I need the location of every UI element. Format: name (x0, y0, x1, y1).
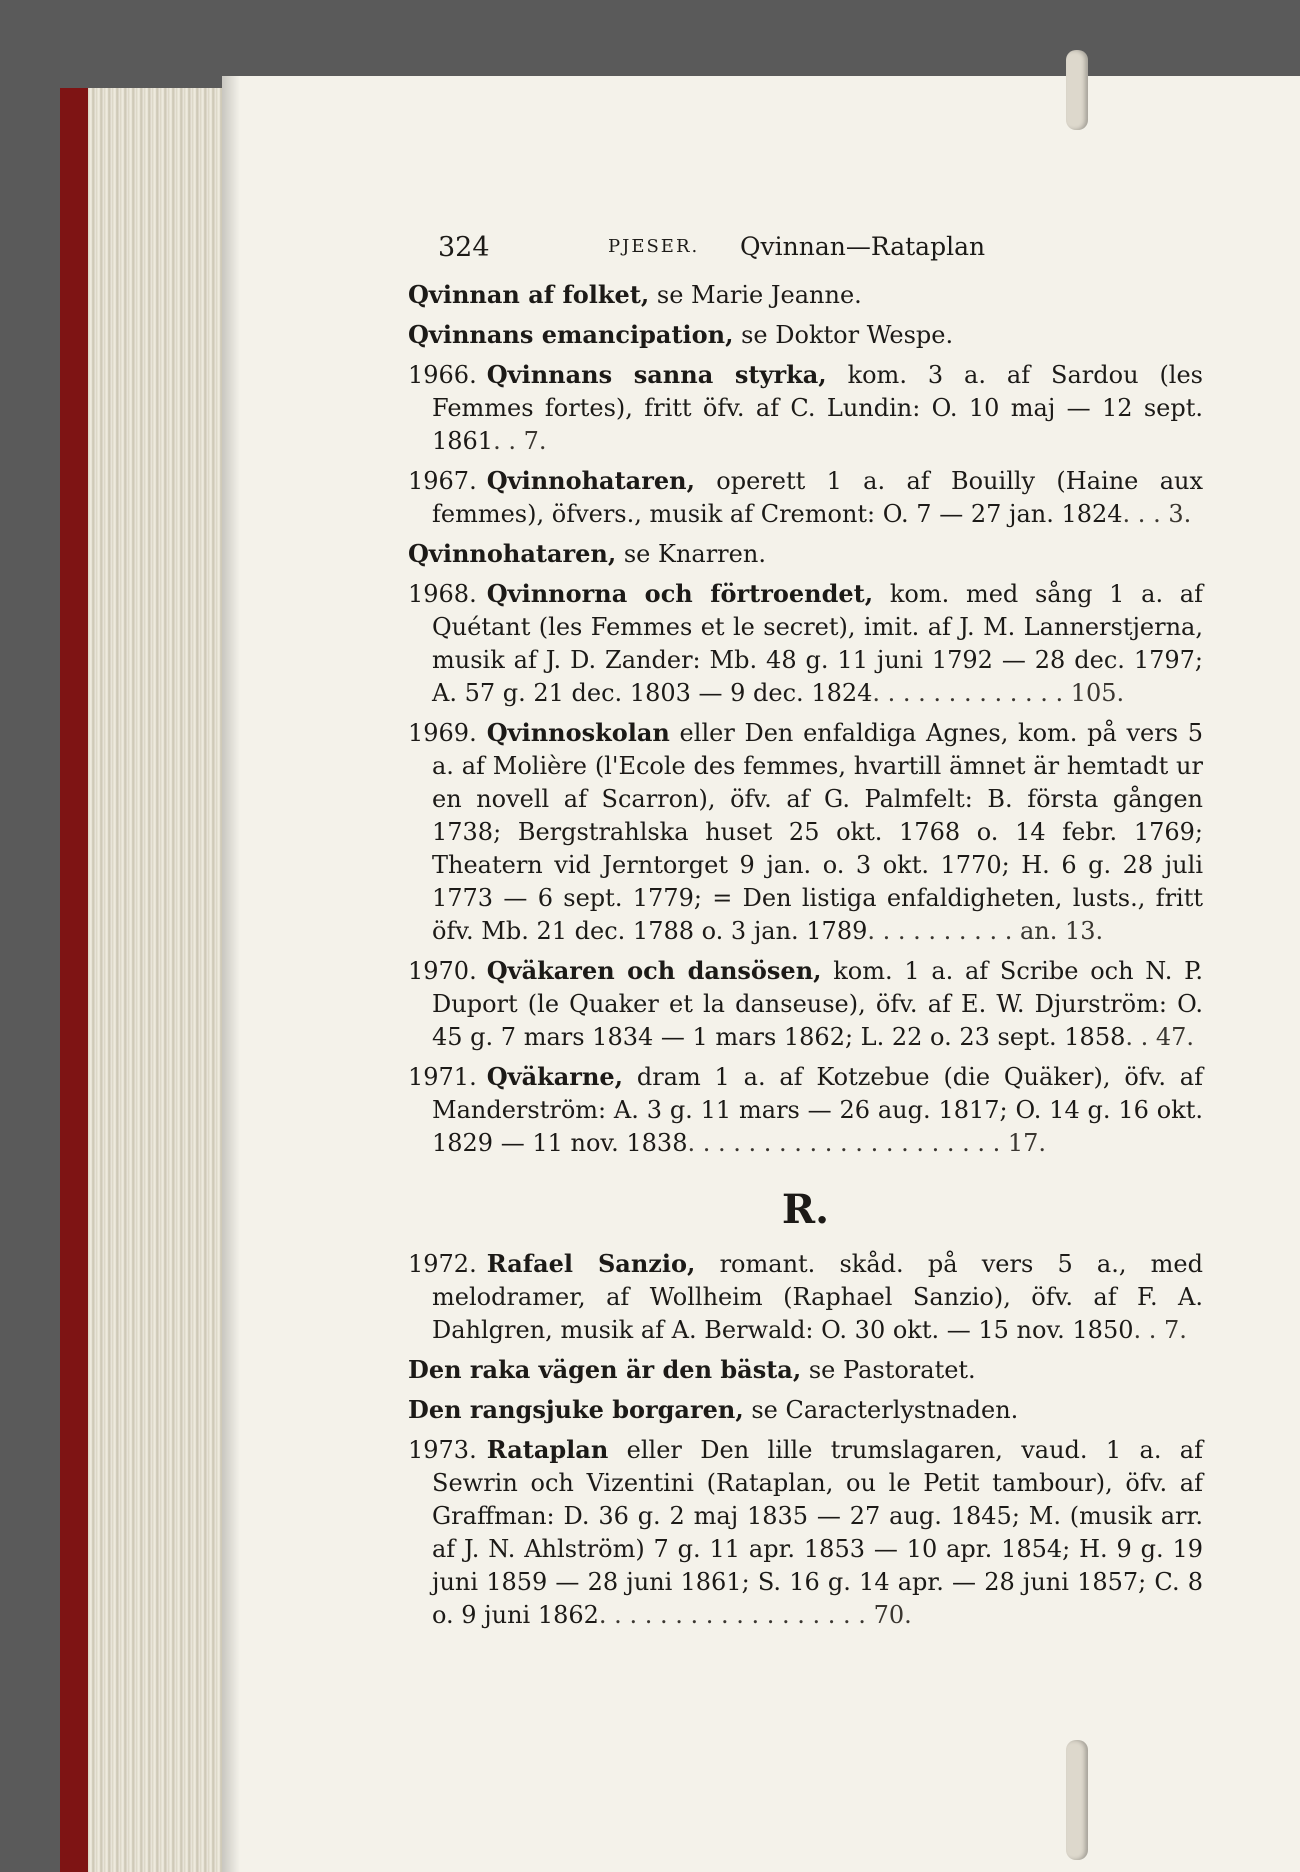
page-gutter-shadow (222, 76, 240, 1872)
entry-text: kom. med sång 1 a. af Quétant (les Femmes et le secret), imit. af J. M. Lannerstjerna, musik af J. D. Zander: Mb. 48 g. 11 juni 1792 — 28 dec. 1797; A. 57 g. 21 dec. 1803 — 9 dec. 1824 (432, 580, 1203, 707)
entry-text: romant. skåd. på vers 5 a., med melodramer, af Wollheim (Raphael Sanzio), öfv. af F. A. Dahlgren, musik af A. Berwald: O. 30 okt. — 15 nov. 1850 (432, 1250, 1203, 1344)
book-spine-edge (60, 88, 90, 1872)
entry-number: 1971. (408, 1063, 477, 1091)
entry-number: 1967. (408, 467, 477, 495)
list-item (408, 1060, 1203, 1160)
bookmark-clip-top (1066, 50, 1088, 130)
list-item (408, 1247, 1203, 1347)
entry-text: kom. 1 a. af Scribe och N. P. Duport (le Quaker et la danseuse), öfv. af E. W. Djurström: O. 45 g. 7 mars 1834 — 1 mars 1862; L. 22 o. 23 sept. 1858 (432, 957, 1203, 1051)
entry-text: se Caracterlystnaden. (743, 1396, 1019, 1424)
list-item (408, 278, 1203, 312)
list-item (408, 1393, 1203, 1427)
entry-title: Qvinnan af folket, (408, 280, 650, 309)
entry-text: kom. 3 a. af Sardou (les Femmes fortes), fritt öfv. af C. Lundin: O. 10 maj — 12 sept. 1861 (432, 361, 1203, 455)
list-item (408, 318, 1203, 352)
entry-end: . . 47. (1125, 1023, 1195, 1051)
entry-end: . . . . . . . . . . an. 13. (867, 917, 1104, 945)
entry-list-r (408, 1247, 1203, 1632)
entry-text: eller Den lille trumslagaren, vaud. 1 a. af Sewrin och Vizentini (Rataplan, ou le Petit tambour), öfv. af Graffman: D. 36 g. 2 maj 1835 — 27 aug. 1845; M. (musik arr. af J. N. Ahlström) 7 g. 11 apr. 1853 — 10 apr. 1854; H. 9 g. 19 juni 1859 — 28 juni 1861; S. 16 g. 14 apr. — 28 juni 1857; C. 8 o. 9 juni 1862 (432, 1436, 1203, 1629)
entry-title: Qvinnorna och förtroendet, (486, 579, 874, 608)
entry-text: se Pastoratet. (801, 1356, 976, 1384)
entry-title: Qvinnohataren, (486, 466, 695, 495)
page-edges (88, 88, 228, 1872)
section-letter: R. (781, 1186, 830, 1233)
running-head: PJESER. (608, 236, 700, 257)
entry-end: . . 7. (493, 427, 547, 455)
bookmark-clip-bottom (1066, 1740, 1088, 1860)
entry-end: . . . . . . . . . . . . . . . . . . . . . 17. (687, 1129, 1047, 1157)
entry-text: se Knarren. (616, 540, 766, 568)
entry-title: Den raka vägen är den bästa, (408, 1355, 802, 1384)
list-item (408, 1353, 1203, 1387)
list-item (408, 358, 1203, 458)
page-header (408, 232, 1203, 272)
page-content (408, 232, 1203, 1632)
entry-text: se Marie Jeanne. (649, 281, 862, 309)
entry-text: se Doktor Wespe. (733, 321, 954, 349)
entry-title: Rafael Sanzio, (486, 1249, 696, 1278)
header-range: Qvinnan—Rataplan (740, 232, 986, 261)
list-item (408, 537, 1203, 571)
entry-number: 1973. (408, 1436, 477, 1464)
entry-end: . . . 3. (1122, 500, 1192, 528)
entry-text: dram 1 a. af Kotzebue (die Quäker), öfv. af Manderström: A. 3 g. 11 mars — 26 aug. 1817; O. 14 g. 16 okt. 1829 — 11 nov. 1838 (432, 1063, 1203, 1157)
page-number: 324 (438, 232, 490, 263)
entry-end: . . 7. (1133, 1316, 1187, 1344)
entry-title: Qväkarne, (486, 1062, 624, 1091)
entry-number: 1968. (408, 580, 477, 608)
entry-title: Qvinnans emancipation, (408, 320, 734, 349)
entry-end: . . . . . . . . . . . . . . . . . . 70. (598, 1601, 912, 1629)
list-item (408, 577, 1203, 710)
entry-number: 1972. (408, 1250, 477, 1278)
list-item (408, 716, 1203, 948)
entry-title: Qvinnoskolan (486, 718, 670, 747)
entry-number: 1969. (408, 719, 477, 747)
entry-list-q (408, 278, 1203, 1160)
entry-title: Qvinnans sanna styrka, (486, 360, 827, 389)
entry-title: Qvinnohataren, (408, 539, 617, 568)
entry-title: Den rangsjuke borgaren, (408, 1395, 744, 1424)
entry-number: 1966. (408, 361, 477, 389)
entry-title: Qväkaren och dansösen, (486, 956, 822, 985)
entry-number: 1970. (408, 957, 477, 985)
list-item (408, 954, 1203, 1054)
list-item (408, 464, 1203, 531)
entry-text: operett 1 a. af Bouilly (Haine aux femmes), öfvers., musik af Cremont: O. 7 — 27 jan. 1824 (432, 467, 1203, 528)
entry-end: . . . . . . . . . . . . . 105. (872, 679, 1125, 707)
list-item (408, 1433, 1203, 1632)
entry-title: Rataplan (486, 1435, 609, 1464)
entry-text: eller Den enfaldiga Agnes, kom. på vers 5 a. af Molière (l'Ecole des femmes, hvartill ämnet är hemtadt ur en novell af Scarron), öfv. af G. Palmfelt: B. första gången 1738; Bergstrahlska huset 25 okt. 1768 o. 14 febr. 1769; Theatern vid Jerntorget 9 jan. o. 3 okt. 1770; H. 6 g. 28 juli 1773 — 6 sept. 1779; = Den listiga enfaldigheten, lusts., fritt öfv. Mb. 21 dec. 1788 o. 3 jan. 1789 (432, 719, 1203, 945)
